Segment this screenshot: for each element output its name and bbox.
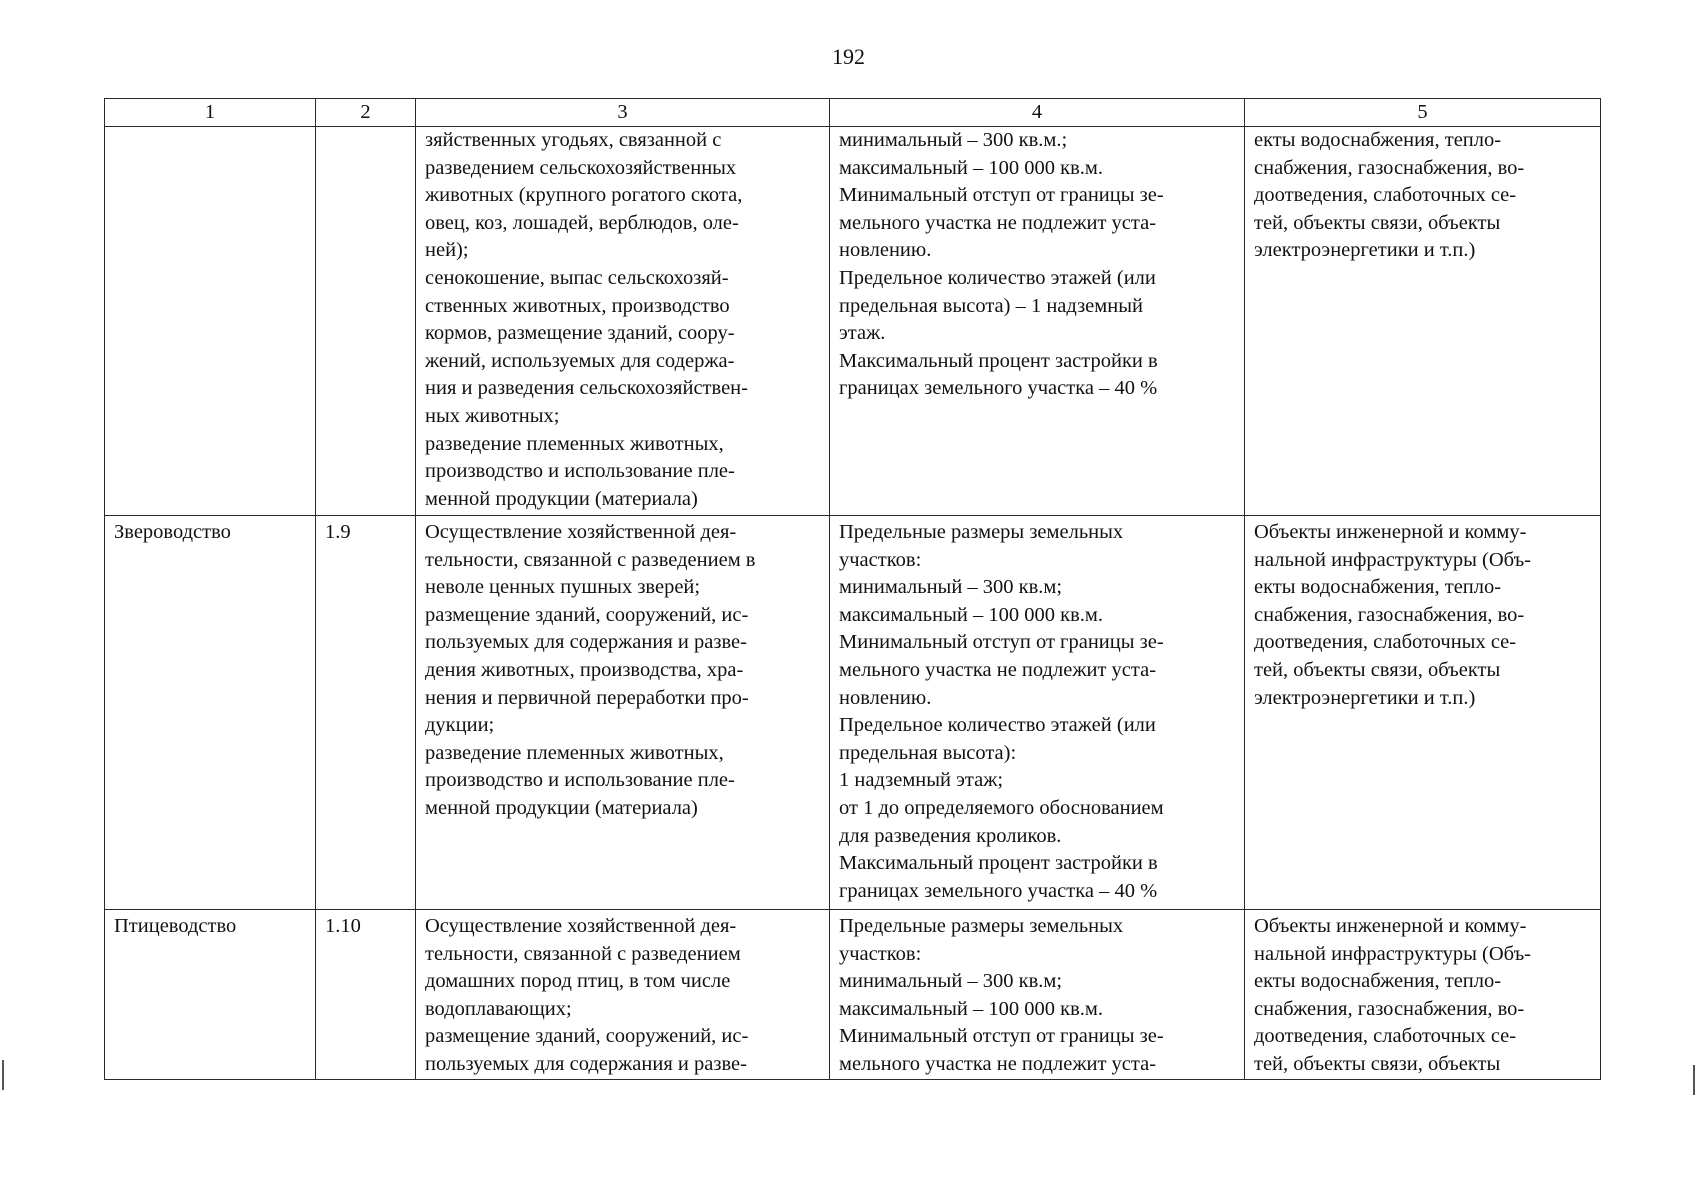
objects-cell [1245,516,1601,910]
header-col-2: 2 [316,99,416,127]
land-use-code: 1.10 [325,915,361,937]
land-use-name-cell [105,910,316,1080]
parameters-cell [830,910,1245,1080]
land-use-name: Звероводство [114,521,231,543]
infrastructure-objects: Объекты инженерной и комму- нальной инфраструктуры (Объ- екты водоснабжения, тепло- снабжения, газоснабжения, во- доотведения, слаботочных се- тей, объекты связи, объекты [1254,915,1532,1075]
land-use-code-cell [316,127,416,516]
page-number: 192 [832,44,865,69]
description-cell [416,516,830,910]
header-row [105,99,1601,127]
parameters-cell [830,516,1245,910]
header-col-4: 4 [830,99,1245,127]
header-col-3: 3 [416,99,830,127]
plot-parameters: Предельные размеры земельных участков: минимальный – 300 кв.м; максимальный – 100 000 кв.м. Минимальный отступ от границы зе- мельного участка не подлежит уста- новлению. Предельное количество этажей (или предельная высота): 1 надземный этаж; от 1 до определяемого обоснованием для разведения кроликов. Максимальный процент застройки в границах земельного участка – 40 % [839,521,1164,902]
table-body [105,127,1601,1080]
land-use-description: зяйственных угодьях, связанной с разведением сельскохозяйственных животных (крупного рогатого скота, овец, коз, лошадей, верблюдов, оле- ней); сенокошение, выпас сельскохозяй- ственных животных, производство кормов, размещение зданий, соору- жений, используемых для содержа- ния и разведения сельскохозяйствен- ных животных; разведение племенных животных, производство и использование пле- менной продукции (материала) [425,129,748,510]
description-cell [416,127,830,516]
land-use-name-cell [105,127,316,516]
header-col-5: 5 [1245,99,1601,127]
land-use-code-cell [316,516,416,910]
land-use-description: Осуществление хозяйственной дея- тельности, связанной с разведением в неволе ценных пушных зверей; размещение зданий, сооружений, ис- пользуемых для содержания и разве- дения животных, производства, хра- нения и первичной переработки про- дукции; разведение племенных животных, производство и использование пле- менной продукции (материала) [425,521,756,819]
objects-cell [1245,127,1601,516]
land-use-description: Осуществление хозяйственной дея- тельности, связанной с разведением домашних пород птиц, в том числе водоплавающих; размещение зданий, сооружений, ис- пользуемых для содержания и разве- [425,915,749,1075]
land-use-code-cell [316,910,416,1080]
infrastructure-objects: екты водоснабжения, тепло- снабжения, газоснабжения, во- доотведения, слаботочных се- тей, объекты связи, объекты электроэнергетики и т.п.) [1254,129,1525,262]
objects-cell [1245,910,1601,1080]
scan-edge-mark-right [1693,1065,1695,1095]
plot-parameters: минимальный – 300 кв.м.; максимальный – 100 000 кв.м. Минимальный отступ от границы зе- мельного участка не подлежит уста- новлению. Предельное количество этажей (или предельная высота) – 1 надземный этаж. Максимальный процент застройки в границах земельного участка – 40 % [839,129,1164,400]
land-use-name: Птицеводство [114,915,237,937]
infrastructure-objects: Объекты инженерной и комму- нальной инфраструктуры (Объ- екты водоснабжения, тепло- снабжения, газоснабжения, во- доотведения, слаботочных се- тей, объекты связи, объекты электроэнергетики и т.п.) [1254,521,1532,709]
plot-parameters: Предельные размеры земельных участков: минимальный – 300 кв.м; максимальный – 100 000 кв.м. Минимальный отступ от границы зе- мельного участка не подлежит уста- [839,915,1164,1075]
table-header [105,99,1601,127]
table-row [105,910,1601,1080]
parameters-cell [830,127,1245,516]
table-row [105,127,1601,516]
land-use-table [104,98,1601,1080]
land-use-name-cell [105,516,316,910]
land-use-code: 1.9 [325,521,351,543]
description-cell [416,910,830,1080]
header-col-1: 1 [105,99,316,127]
table-row [105,516,1601,910]
scan-edge-mark-left [2,1060,4,1090]
